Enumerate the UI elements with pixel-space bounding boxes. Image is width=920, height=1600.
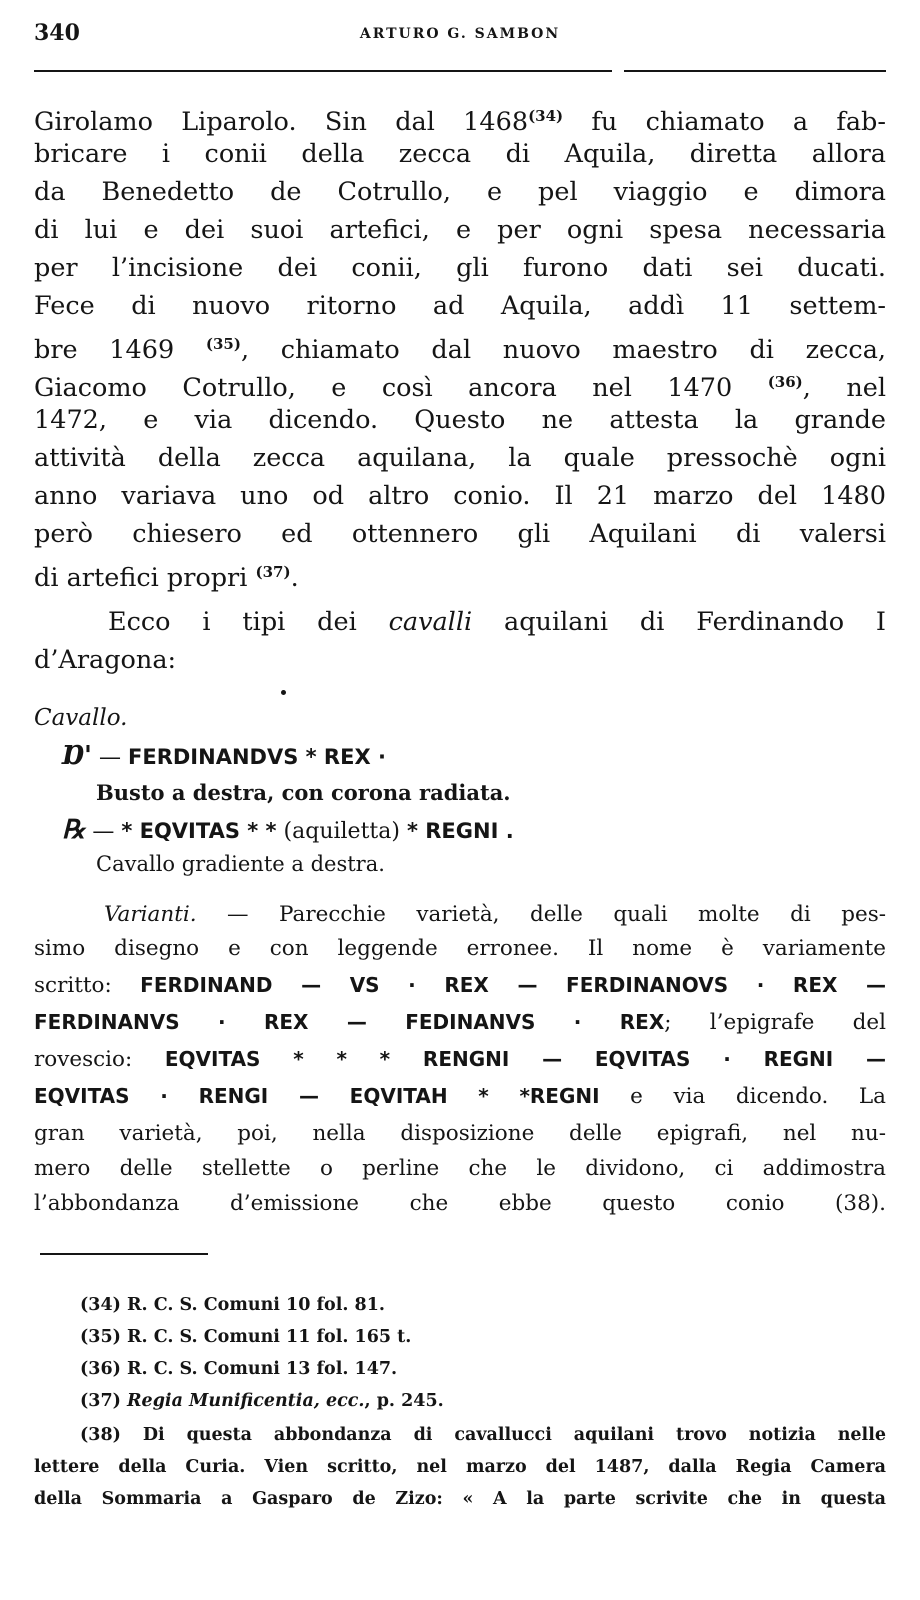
text: Giacomo Cotrullo, e così ancora nel 1470 xyxy=(34,373,768,403)
footnote-ref: (34) xyxy=(528,107,564,125)
reverse-symbol: ℞ xyxy=(62,815,86,845)
page-number: 340 xyxy=(34,20,80,46)
footnote: della Sommaria a Gasparo de Zizo: « A la parte scrivite che in questa xyxy=(34,1489,886,1509)
italic-title: Regia Munificentia, ecc. xyxy=(127,1391,365,1411)
body-line xyxy=(108,604,886,640)
text: scritto: xyxy=(34,973,141,998)
header-rule-left xyxy=(34,70,612,72)
footnote-ref: (35) xyxy=(205,335,241,353)
header-rule-right xyxy=(624,70,886,72)
body-line: attività della zecca aquilana, la quale pressochè ogni xyxy=(34,443,886,473)
variants-line xyxy=(34,1080,886,1113)
reverse-description: Cavallo gradiente a destra. xyxy=(96,852,385,876)
body-line: bricare i conii della zecca di Aquila, diretta allora xyxy=(34,139,886,169)
text: , nel xyxy=(802,373,887,403)
body-line xyxy=(34,98,886,140)
body-line: Fece di nuovo ritorno ad Aquila, addì 11 settem- xyxy=(34,291,886,321)
running-title: ARTURO G. SAMBON xyxy=(359,26,561,42)
stray-mark xyxy=(281,690,286,695)
legend-text: FERDINAND — VS · REX — FERDINANOVS · REX — xyxy=(140,973,886,997)
text: e via dicendo. La xyxy=(599,1084,886,1109)
legend-text: FERDINANVS · REX — FEDINANVS · REX xyxy=(34,1010,665,1034)
text: . xyxy=(290,563,299,593)
variants-line xyxy=(34,969,886,1002)
text: Ecco i tipi dei xyxy=(108,607,389,637)
variants-line: simo disegno e con leggende erronee. Il nome è variamente xyxy=(34,936,886,961)
body-line: d’Aragona: xyxy=(34,645,177,675)
page-header xyxy=(34,20,886,48)
obverse-description: Busto a destra, con corona radiata. xyxy=(96,780,511,805)
text: aquilani di Ferdinando I xyxy=(472,607,886,637)
footnote-ref: (36) xyxy=(767,373,803,391)
footnote-ref: (37) xyxy=(255,563,291,581)
footnote: (34) R. C. S. Comuni 10 fol. 81. xyxy=(80,1295,385,1315)
reverse-legend-a: * EQVITAS * * xyxy=(121,819,277,843)
footnote: (38) Di questa abbondanza di cavallucci aquilani trovo notizia nelle xyxy=(80,1425,886,1445)
coin-title: Cavallo. xyxy=(34,705,128,731)
body-line xyxy=(34,326,886,368)
variants-line: mero delle stellette o perline che le dividono, ci addimostra xyxy=(34,1156,886,1181)
variants-line: gran varietà, poi, nella disposizione delle epigrafi, nel nu- xyxy=(34,1121,886,1146)
obverse-legend: FERDINANDVS * REX · xyxy=(128,745,386,769)
text: , chiamato dal nuovo maestro di zecca, xyxy=(240,335,886,365)
reverse-line xyxy=(62,814,514,848)
text: rovescio: xyxy=(34,1047,165,1072)
text: — Parecchie varietà, delle quali molte di pes- xyxy=(196,902,886,927)
footnote-rule xyxy=(40,1253,208,1255)
obverse-symbol: Ɒ' xyxy=(62,741,93,771)
text: di artefici propri xyxy=(34,563,256,593)
variants-line: l’abbondanza d’emissione che ebbe questo conio (38). xyxy=(34,1191,886,1216)
legend-text: EQVITAS · RENGI — EQVITAH * *REGNI xyxy=(34,1084,600,1108)
body-line xyxy=(34,554,886,596)
text: Girolamo Liparolo. Sin dal 1468 xyxy=(34,107,529,137)
obverse-line xyxy=(62,740,386,774)
body-line: di lui e dei suoi artefici, e per ogni spesa necessaria xyxy=(34,215,886,245)
dash: — xyxy=(99,745,122,770)
text: (37) xyxy=(80,1391,128,1411)
reverse-middle: (aquiletta) xyxy=(283,819,400,844)
dash: — xyxy=(92,819,115,844)
variants-line xyxy=(34,1043,886,1076)
footnote: lettere della Curia. Vien scritto, nel marzo del 1487, dalla Regia Camera xyxy=(34,1457,886,1477)
body-line: anno variava uno od altro conio. Il 21 marzo del 1480 xyxy=(34,481,886,511)
italic-term: cavalli xyxy=(388,607,473,637)
text: bre 1469 xyxy=(34,335,206,365)
text: , p. 245. xyxy=(364,1391,444,1411)
variants-label: Varianti. xyxy=(104,902,197,927)
body-line: da Benedetto de Cotrullo, e pel viaggio e dimora xyxy=(34,177,886,207)
reverse-legend-b: * REGNI . xyxy=(406,819,514,843)
body-line: per l’incisione dei conii, gli furono dati sei ducati. xyxy=(34,253,886,283)
text: fu chiamato a fab- xyxy=(563,107,886,137)
body-line: 1472, e via dicendo. Questo ne attesta la grande xyxy=(34,405,886,435)
body-line xyxy=(34,364,886,406)
text: ; l’epigrafe del xyxy=(664,1010,887,1035)
footnote: (35) R. C. S. Comuni 11 fol. 165 t. xyxy=(80,1327,412,1347)
variants-line xyxy=(104,898,886,931)
body-line: però chiesero ed ottennero gli Aquilani di valersi xyxy=(34,519,886,549)
footnote xyxy=(80,1386,444,1416)
footnote: (36) R. C. S. Comuni 13 fol. 147. xyxy=(80,1359,398,1379)
legend-text: EQVITAS * * * RENGNI — EQVITAS · REGNI — xyxy=(164,1047,886,1071)
variants-line xyxy=(34,1006,886,1039)
